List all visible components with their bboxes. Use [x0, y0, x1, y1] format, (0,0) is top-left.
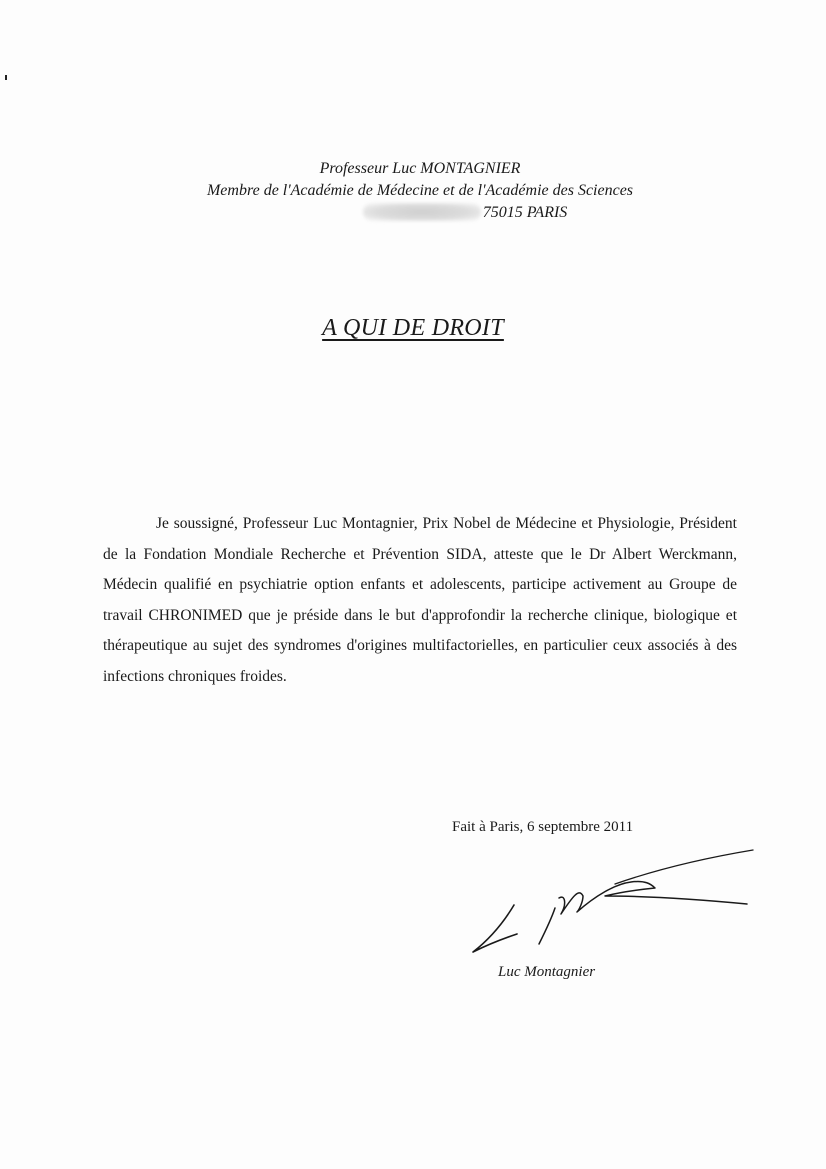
document-heading: A QUI DE DROIT	[322, 315, 504, 341]
letterhead	[150, 158, 690, 224]
scan-speck	[5, 75, 7, 80]
letterhead-city: 75015 PARIS	[482, 204, 568, 221]
letterhead-address	[150, 202, 690, 224]
letterhead-name: Professeur Luc MONTAGNIER	[319, 160, 521, 177]
place-and-date: Fait à Paris, 6 septembre 2011	[452, 819, 634, 835]
letterhead-membership: Membre de l'Académie de Médecine et de l'Académie des Sciences	[206, 182, 634, 199]
attestation-body: Je soussigné, Professeur Luc Montagnier, Prix Nobel de Médecine et Physiologie, Président de la Fondation Mondiale Recherche et Prévention SIDA, atteste que le Dr Albert Werckmann, Médecin qualifié en psychiatrie option enfants et adolescents, participe activement au Groupe de travail CHRONIMED que je préside dans le but d'approfondir la recherche clinique, biologique et thérapeutique au sujet des syndromes d'origines multifactorielles, en particulier ceux associés à des infections chroniques froides.	[103, 515, 737, 685]
handwritten-signature	[455, 840, 765, 960]
signer-name: Luc Montagnier	[498, 964, 596, 980]
redacted-street-address	[363, 203, 481, 221]
